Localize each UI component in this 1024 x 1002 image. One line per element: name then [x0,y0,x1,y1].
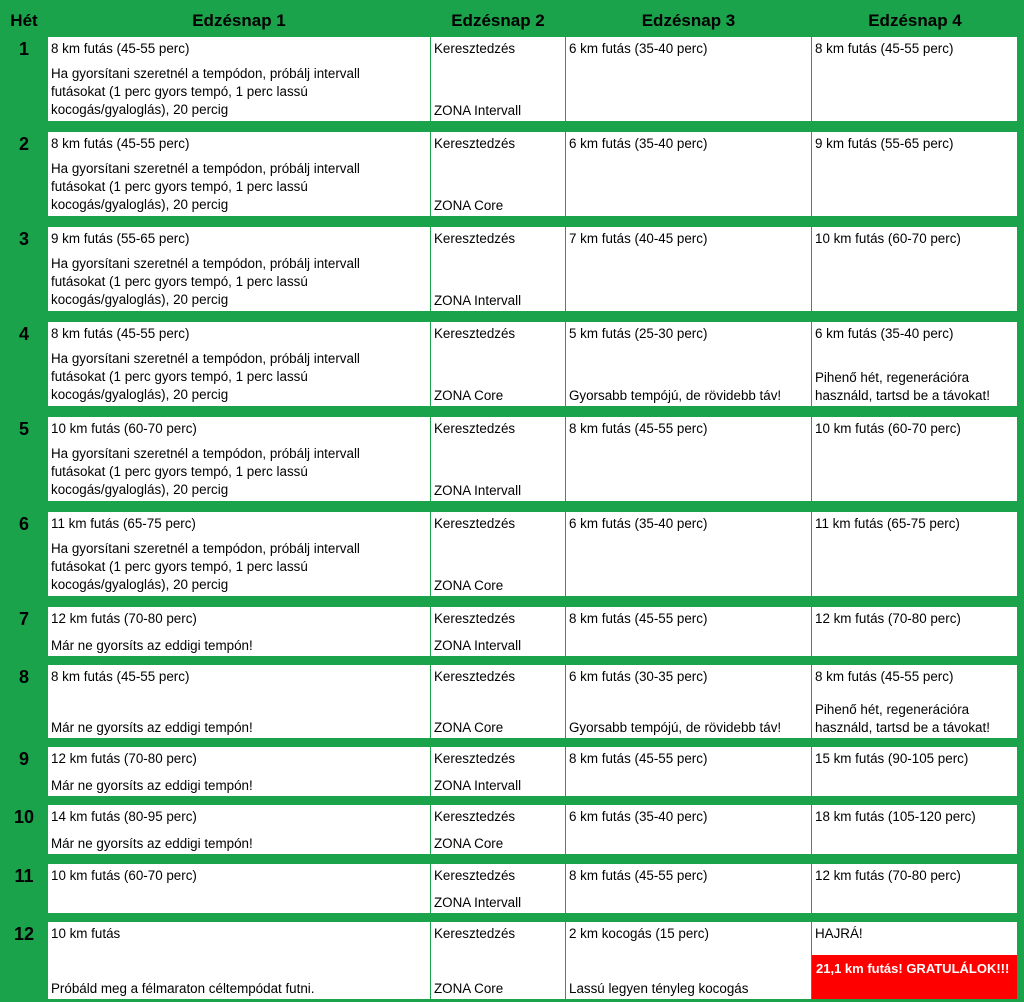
day3-note: Gyorsabb tempójú, de rövidebb táv! [569,720,782,735]
day1-cell [48,922,430,999]
day2-workout: Keresztedzés [434,231,516,246]
header-day3: Edzésnap 3 [641,10,736,30]
day3-note: Gyorsabb tempójú, de rövidebb táv! [569,388,782,403]
day2-note: ZONA Intervall [434,638,522,653]
day2-cell [431,132,565,216]
week-number: 2 [18,134,29,154]
day2-workout: Keresztedzés [434,868,516,883]
day2-cell [431,417,565,501]
day2-cell [431,37,565,121]
day3-workout: 6 km futás (35-40 perc) [569,136,708,151]
day4-workout: 15 km futás (90-105 perc) [815,751,969,766]
day1-cell [48,417,430,501]
day1-cell [48,227,430,311]
day2-cell [431,864,565,913]
day1-note: Ha gyorsítani szeretnél a tempódon, próbálj intervall futásokat (1 perc gyors tempó, 1 perc lassú kocogás/gyaloglás), 20 percig [51,256,360,307]
day1-workout: 14 km futás (80-95 perc) [51,809,197,824]
day2-cell [431,322,565,406]
day4-cell [812,864,1017,913]
day1-cell [48,747,430,796]
week-number: 3 [18,229,29,249]
day1-note: Már ne gyorsíts az eddigi tempón! [51,778,253,793]
day3-cell [566,607,811,656]
day2-note: ZONA Intervall [434,103,522,118]
day1-workout: 8 km futás (45-55 perc) [51,136,190,151]
header-week: Hét [10,10,38,30]
week-number: 12 [13,924,35,944]
day1-cell [48,132,430,216]
day1-cell [48,37,430,121]
day2-workout: Keresztedzés [434,809,516,824]
day1-note: Már ne gyorsíts az eddigi tempón! [51,638,253,653]
day4-workout: 9 km futás (55-65 perc) [815,136,954,151]
day2-workout: Keresztedzés [434,421,516,436]
day2-note: ZONA Core [434,836,504,851]
day1-workout: 9 km futás (55-65 perc) [51,231,190,246]
day1-cell [48,864,430,913]
day4-workout: 8 km futás (45-55 perc) [815,669,954,684]
day4-cell [812,322,1017,406]
day3-cell [566,805,811,854]
day2-workout: Keresztedzés [434,516,516,531]
day3-cell [566,747,811,796]
day1-note: Ha gyorsítani szeretnél a tempódon, próbálj intervall futásokat (1 perc gyors tempó, 1 perc lassú kocogás/gyaloglás), 20 percig [51,66,360,117]
header-day1: Edzésnap 1 [192,10,286,30]
day1-workout: 12 km futás (70-80 perc) [51,611,197,626]
week-number: 10 [13,807,35,827]
day4-workout: 11 km futás (65-75 perc) [815,516,960,531]
day2-cell [431,665,565,738]
day3-workout: 6 km futás (35-40 perc) [569,41,708,56]
day3-cell [566,322,811,406]
day2-note: ZONA Core [434,981,504,996]
day2-note: ZONA Intervall [434,778,522,793]
week-number: 5 [18,419,29,439]
day1-note: Ha gyorsítani szeretnél a tempódon, próbálj intervall futásokat (1 perc gyors tempó, 1 perc lassú kocogás/gyaloglás), 20 percig [51,446,360,497]
day3-workout: 6 km futás (35-40 perc) [569,809,708,824]
day2-cell [431,607,565,656]
day1-note: Már ne gyorsíts az eddigi tempón! [51,836,253,851]
week-number: 8 [18,667,29,687]
day2-cell [431,922,565,999]
day4-workout: 12 km futás (70-80 perc) [815,868,961,883]
week-number: 7 [18,609,29,629]
day2-workout: Keresztedzés [434,326,516,341]
day3-cell [566,922,811,999]
day1-cell [48,607,430,656]
day4-cell [812,665,1017,738]
day2-workout: Keresztedzés [434,669,516,684]
day4-workout: 6 km futás (35-40 perc) [815,326,954,341]
day3-note: Lassú legyen tényleg kocogás [569,981,749,996]
day2-cell [431,805,565,854]
day4-note: Pihenő hét, regenerációra használd, tartsd be a távokat! [815,370,990,403]
day4-workout: 18 km futás (105-120 perc) [815,809,976,824]
day2-note: ZONA Intervall [434,895,522,910]
day3-workout: 6 km futás (35-40 perc) [569,516,708,531]
day1-note: Már ne gyorsíts az eddigi tempón! [51,720,253,735]
day4-cell [812,922,1017,999]
week-number: 9 [18,749,29,769]
week-number: 11 [14,866,34,886]
week-number: 1 [18,39,29,59]
day3-workout: 8 km futás (45-55 perc) [569,868,708,883]
day4-cell [812,747,1017,796]
day4-cell [812,227,1017,311]
day1-note: Ha gyorsítani szeretnél a tempódon, próbálj intervall futásokat (1 perc gyors tempó, 1 perc lassú kocogás/gyaloglás), 20 percig [51,541,360,592]
day4-cell [812,417,1017,501]
day3-workout: 5 km futás (25-30 perc) [569,326,708,341]
day1-workout: 10 km futás (60-70 perc) [51,421,197,436]
day3-cell [566,37,811,121]
day3-workout: 8 km futás (45-55 perc) [569,751,708,766]
day2-workout: Keresztedzés [434,136,516,151]
header-day2: Edzésnap 2 [451,10,545,30]
day2-note: ZONA Core [434,388,504,403]
day1-workout: 10 km futás (60-70 perc) [51,868,197,883]
day1-cell [48,512,430,596]
day2-note: ZONA Core [434,578,504,593]
day2-cell [431,512,565,596]
day1-note: Ha gyorsítani szeretnél a tempódon, próbálj intervall futásokat (1 perc gyors tempó, 1 perc lassú kocogás/gyaloglás), 20 percig [51,351,360,402]
day1-cell [48,322,430,406]
day1-cell [48,805,430,854]
day1-workout: 8 km futás (45-55 perc) [51,326,190,341]
day2-note: ZONA Core [434,720,504,735]
day3-cell [566,665,811,738]
day2-note: ZONA Intervall [434,483,522,498]
day2-cell [431,227,565,311]
day2-workout: Keresztedzés [434,41,516,56]
day4-workout: 8 km futás (45-55 perc) [815,41,954,56]
day3-cell [566,864,811,913]
week-number: 6 [18,514,29,534]
header-day4: Edzésnap 4 [868,10,962,30]
day1-workout: 8 km futás (45-55 perc) [51,41,190,56]
day1-cell [48,665,430,738]
day3-cell [566,512,811,596]
day3-cell [566,132,811,216]
day1-workout: 11 km futás (65-75 perc) [51,516,196,531]
day2-note: ZONA Intervall [434,293,522,308]
day3-cell [566,417,811,501]
day1-workout: 10 km futás [51,926,121,941]
day2-workout: Keresztedzés [434,926,516,941]
day3-workout: 6 km futás (30-35 perc) [569,669,708,684]
day4-workout: 12 km futás (70-80 perc) [815,611,961,626]
day2-cell [431,747,565,796]
day4-cell [812,512,1017,596]
day4-cell [812,37,1017,121]
finish-banner: 21,1 km futás! GRATULÁLOK!!! [812,955,1017,999]
day3-workout: 8 km futás (45-55 perc) [569,611,708,626]
day1-workout: 12 km futás (70-80 perc) [51,751,197,766]
week-number: 4 [18,324,29,344]
day1-note: Próbáld meg a félmaraton céltempódat futni. [51,981,315,996]
day1-workout: 8 km futás (45-55 perc) [51,669,190,684]
day4-workout: 10 km futás (60-70 perc) [815,231,961,246]
day2-workout: Keresztedzés [434,751,516,766]
day4-cell [812,805,1017,854]
day4-cell [812,132,1017,216]
day2-note: ZONA Core [434,198,504,213]
day3-workout: 8 km futás (45-55 perc) [569,421,708,436]
day3-workout: 7 km futás (40-45 perc) [569,231,708,246]
day2-workout: Keresztedzés [434,611,516,626]
day4-cell [812,607,1017,656]
day4-note: Pihenő hét, regenerációra használd, tartsd be a távokat! [815,702,990,735]
day4-workout: HAJRÁ! [815,926,863,941]
day3-workout: 2 km kocogás (15 perc) [569,926,709,941]
day4-workout: 10 km futás (60-70 perc) [815,421,961,436]
day3-cell [566,227,811,311]
day1-note: Ha gyorsítani szeretnél a tempódon, próbálj intervall futásokat (1 perc gyors tempó, 1 perc lassú kocogás/gyaloglás), 20 percig [51,161,360,212]
